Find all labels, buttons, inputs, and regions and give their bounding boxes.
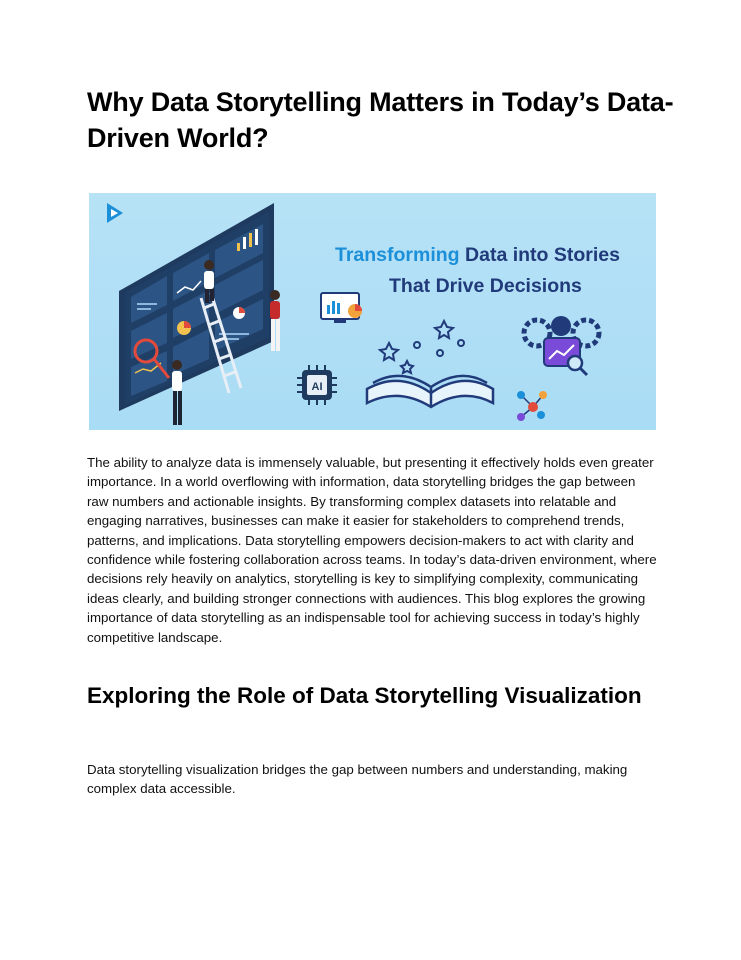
hero-banner-image xyxy=(89,193,656,430)
brand-logo-icon xyxy=(107,203,123,223)
monitor-chart-icon xyxy=(321,293,362,323)
intro-paragraph: The ability to analyze data is immensely valuable, but presenting it effectively holds even greater importance. In a world overflowing with information, data storytelling bridges the gap between raw numbers and actionable insights. By transforming complex datasets into relatable and engaging narratives, businesses can make it easier for stakeholders to comprehend trends, patterns, and implications. Data storytelling empowers decision-makers to act with clarity and confidence while fostering collaboration across teams. In today’s data-driven environment, where decisions rely heavily on analytics, storytelling is key to simplifying complexity, communicating ideas clearly, and building stronger connections with audiences. This blog explores the growing importance of data storytelling as an indispensable tool for achieving success in today’s highly competitive landscape. xyxy=(87,455,657,645)
banner-headline-line2: That Drive Decisions xyxy=(389,275,582,297)
sparkle-stars-icon xyxy=(380,321,464,373)
ai-chip-icon xyxy=(297,365,337,405)
section-paragraph: Data storytelling visualization bridges the gap between numbers and understanding, making complex data accessible. xyxy=(87,762,628,797)
open-book-icon xyxy=(367,376,493,407)
banner-headline-line1 xyxy=(335,244,620,266)
ai-chip-label: AI xyxy=(311,381,323,393)
person-on-ladder-icon xyxy=(204,260,214,303)
banner-headline-rest: Data into Stories xyxy=(459,244,620,266)
section-heading: Exploring the Role of Data Storytelling Visualization xyxy=(87,683,642,708)
banner-headline-highlight: Transforming xyxy=(335,244,460,266)
dashboard-board-illustration xyxy=(119,203,274,411)
network-nodes-icon xyxy=(517,391,547,421)
gear-analytics-icon xyxy=(524,316,599,375)
article-title: Why Data Storytelling Matters in Today’s Data-Driven World? xyxy=(87,87,674,153)
